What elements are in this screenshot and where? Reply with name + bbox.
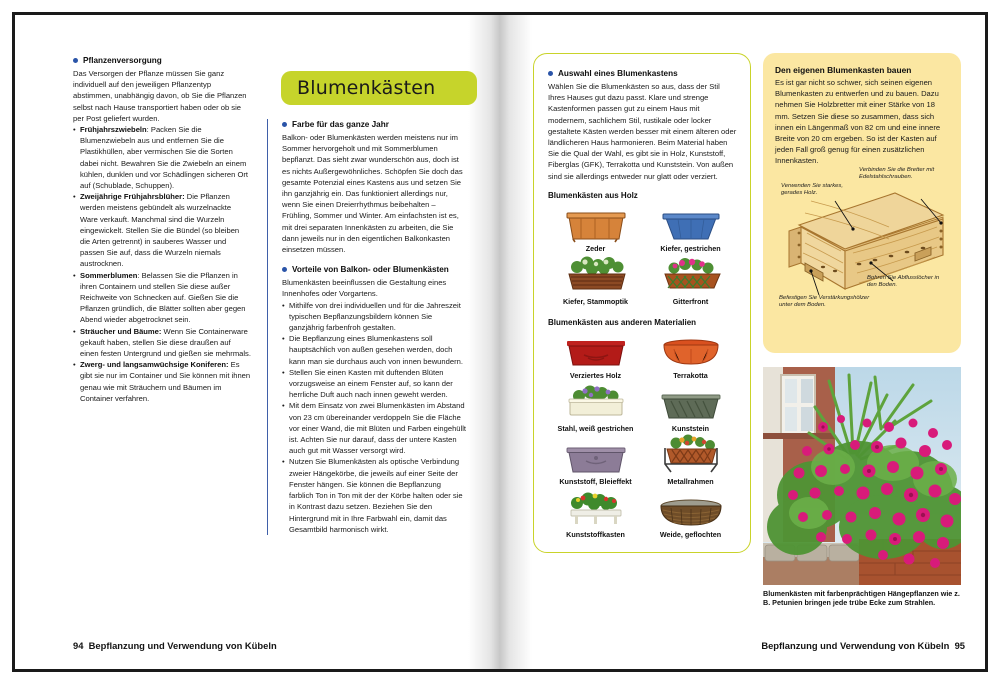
product-item	[643, 436, 738, 486]
diagram-label-drainage-holes: Bohren Sie Abflusslöcher in den Boden.	[867, 274, 940, 289]
product-item	[643, 256, 738, 306]
column-blumenkaesten	[267, 119, 467, 535]
product-grid-holz	[548, 203, 738, 309]
list-item-term: Sommerblumen	[80, 270, 138, 280]
photo-petunia-balcony-box	[763, 367, 961, 585]
paragraph-2: Blumenkästen beeinflussen die Gestaltung eines Innenhofes oder Vorgartens.	[282, 278, 447, 299]
list-item: • Nutzen Sie Blumenkästen als optische Verbindung zweier Hängekörbe, die jeweils auf einer Seite der Fenster hängen. Sie können die Bepflanzung farblich Ton in Ton mit der der Körbe halten oder sie in Kontrast dazu setzen. Beziehen Sie den Hintergrund mit in Ihre Farbwahl ein, damit das Gesamtbild harmonisch wirkt.	[282, 456, 467, 534]
list-item-text: Es gibt sie nur im Container und Sie können mit ihnen genau wie mit Sträuchern und Bäumen im Container verfahren.	[80, 360, 251, 403]
cast-stone-planter-icon	[643, 383, 738, 423]
chapter-title: Blumenkästen	[297, 77, 436, 99]
woven-willow-planter-icon	[643, 489, 738, 529]
terracotta-planter-icon	[643, 330, 738, 370]
product-caption: Zeder	[585, 243, 606, 253]
product-caption: Terrakotta	[673, 370, 708, 380]
list-item	[73, 326, 251, 360]
list-item-text: : Packen Sie die Blumenzwiebeln aus und entfernen Sie die Plastikhüllen, aber vermischen Sie die Sorten dabei nicht. Bewahren Sie die Zwiebeln an einem kühlen, dunklen und vor Schädlingen sicheren Ort auf (Schublade, Schuppen).	[80, 125, 249, 191]
paragraph-intro: Das Versorgen der Pflanze müssen Sie ganz individuell auf den jeweiligen Pflanzentyp abstimmen, unabhängig davon, ob Sie die Pflanzen selbst nach Hause transportiert haben oder ob sie per Post geliefert wurden.	[73, 69, 247, 123]
heading-farbe-ganze-jahr	[282, 119, 467, 130]
group-title-andere: Blumenkästen aus anderen Materialien	[548, 317, 697, 327]
list-item-text: Die Pflanzen werden meistens gebündelt als wurzelnackte Ware verkauft. Manchmal sind die Wurzeln eingewickelt. Stellen Sie die Bündel (so bleiben die Arten getrennt) in sauberes Wasser und passen Sie auf, dass die Wurzeln niemals austrocknen.	[80, 192, 240, 269]
bullet-dot-icon	[282, 267, 287, 272]
list-item-text: : Belassen Sie die Pflanzen in ihren Containern und stellen Sie diese außer Reichweite von Schnecken auf. Gießen Sie die Pflanzen gründlich, die Blätter sollten aber gegen Abend wieder abgetrocknet sein.	[80, 270, 246, 325]
left-page	[15, 15, 485, 669]
list-item: • Mithilfe von drei individuellen und für die Jahreszeit typischen Bepflanzungsbildern können Sie ganzjährig farbenfroh gestalten.	[282, 300, 467, 334]
page-number-right: 95	[954, 640, 965, 651]
heading-auswahl	[548, 68, 738, 79]
list-item: • Die Bepflanzung eines Blumenkastens soll hauptsächlich von außen gesehen werden, doch kann man sie durchaus auch von innen bewundern.	[282, 333, 467, 367]
column-plant-care	[73, 55, 251, 404]
diagram-label-strong-wood: Verwenden Sie starkes, gerades Holz.	[781, 182, 843, 197]
wooden-planter-blue-painted-pine-icon	[643, 203, 738, 243]
metal-frame-planter-planted-icon	[643, 436, 738, 476]
list-plant-care	[73, 124, 251, 404]
product-item	[643, 330, 738, 380]
list-item-term: Frühjahrszwiebeln	[80, 125, 147, 135]
product-item	[548, 203, 643, 253]
tip-box-build-your-own	[763, 53, 961, 353]
product-caption: Kunststoffkasten	[566, 529, 625, 539]
list-item: • Stellen Sie einen Kasten mit duftenden Blüten vorzugsweise an einem Fenster auf, so kann der herrliche Duft auch nach innen geweht werden.	[282, 367, 467, 401]
panel-kastenauswahl	[533, 53, 751, 553]
list-vorteile	[282, 300, 467, 535]
heading-text: Vorteile von Balkon- oder Blumenkästen	[292, 265, 449, 275]
product-caption: Gitterfront	[672, 296, 709, 306]
plastic-lead-effect-planter-icon	[548, 436, 643, 476]
list-item: • Mit dem Einsatz von zwei Blumenkästen im Abstand von 23 cm übereinander verdoppeln Sie die Fläche vor einer Wand, die mit Blüten und Farben eingehüllt ist. Achten Sie nur darauf, dass der untere Kasten auch gut mit Wasser versorgt wird.	[282, 400, 467, 456]
product-caption: Kunststein	[671, 423, 710, 433]
product-item	[548, 383, 643, 433]
diagram-label-reinforcement: Befestigen Sie Verstärkungshölzer unter dem Boden.	[779, 294, 870, 309]
heading-text: Farbe für das ganze Jahr	[292, 120, 389, 129]
white-painted-steel-planter-planted-icon	[548, 383, 643, 423]
running-head-left: Bepflanzung und Verwendung von Kübeln	[88, 640, 277, 651]
product-caption: Verziertes Holz	[569, 370, 622, 380]
product-caption: Stahl, weiß gestrichen	[557, 423, 634, 433]
product-grid-andere	[548, 330, 738, 542]
right-page	[515, 15, 985, 669]
list-item-term: Sträucher und Bäume:	[80, 326, 162, 336]
wooden-planter-log-style-planted-icon	[548, 256, 643, 296]
list-item	[73, 124, 251, 191]
product-item	[548, 330, 643, 380]
product-item	[548, 256, 643, 306]
chapter-title-banner	[281, 71, 477, 105]
paragraph-1: Balkon- oder Blumenkästen werden meistens nur im Sommer hervorgeholt und mit Sommerblumen bepflanzt. Das sieht zwar wunderschön aus, doch ist es nichts Außergewöhnliches. Schöpfen Sie doch das gesamte Potenzial eines Kastens aus und setzen Sie ihn ganzjährig ein. Das funktioniert allerdings nur, wenn Sie einen Dreierrhythmus beibehalten – Frühling, Sommer und Winter. Am einfachsten ist es, mit drei separaten Innenkästen zu arbeiten, die Sie dann jeweils nur in den eigentlichen Balkonkasten einsetzen müssen.	[282, 133, 463, 255]
product-item	[548, 489, 643, 539]
list-item-term: Zwerg- und langsamwüchsige Koniferen:	[80, 360, 229, 370]
list-item-text: Wenn Sie Containerware gekauft haben, stellen Sie diese draußen auf einen festen Untergrund und gießen sie mehrmals.	[80, 326, 251, 359]
product-caption: Kiefer, gestrichen	[660, 243, 721, 253]
diagram-label-screws: Verbinden Sie die Bretter mit Edelstahlschrauben.	[859, 166, 935, 181]
footer-right	[761, 640, 965, 651]
page-number-left: 94	[73, 640, 84, 651]
list-item	[73, 191, 251, 269]
product-item	[643, 383, 738, 433]
plastic-box-planter-planted-icon	[548, 489, 643, 529]
bullet-dot-icon	[73, 58, 78, 63]
list-item	[73, 270, 251, 326]
tip-box-title: Den eigenen Blumenkasten bauen	[775, 65, 912, 75]
paragraph-auswahl: Wählen Sie die Blumenkästen so aus, dass der Stil Ihres Hauses gut dazu passt. Klare und strenge Kastenformen passen gut zu einem Haus mit modernem, sachlichem Stil, rustikale oder locker gestaltete Kästen werden besser mit einem älteren oder ländlicheren Haus harmonieren. Beim Material haben Sie die Qual der Wahl, es gibt sie in Holz, Kunststoff, Fiberglas (GFK), Terrakotta und Kunststein. Von außen sind sie allerdings entweder nur glatt oder verziert.	[548, 82, 737, 181]
product-item	[643, 203, 738, 253]
heading-text: Auswahl eines Blumenkastens	[558, 69, 678, 78]
planter-construction-diagram	[775, 166, 949, 339]
product-caption: Weide, geflochten	[659, 529, 722, 539]
bullet-dot-icon	[282, 122, 287, 127]
heading-pflanzenversorgung	[73, 55, 251, 66]
list-item-term: Zweijährige Frühjahrsblüher:	[80, 192, 185, 202]
lattice-front-planter-planted-icon	[643, 256, 738, 296]
heading-vorteile	[282, 264, 467, 275]
photo-caption: Blumenkästen mit farbenprächtigen Hängepflanzen wie z. B. Petunien bringen jede trübe Ecke zum Strahlen.	[763, 589, 960, 608]
product-caption: Metallrahmen	[667, 476, 714, 486]
tip-box-text: Es ist gar nicht so schwer, sich seinen eigenen Blumenkasten zu entwerfen und zu bauen. Dazu nehmen Sie Holzbretter mit einer Stärke von 18 mm. Setzen Sie diese so zusammen, dass sich innen ein Längenmaß von 82 cm und eine innere Breite von 20 cm ergeben. So ist der Kasten auf jeden Fall groß genug für einen zusätzlichen Innenkasten.	[775, 78, 941, 166]
wooden-planter-cedar-icon	[548, 203, 643, 243]
product-caption: Kunststoff, Bleieffekt	[559, 476, 632, 486]
decorated-red-wood-planter-icon	[548, 330, 643, 370]
product-item	[643, 489, 738, 539]
list-item	[73, 359, 251, 404]
running-head-right: Bepflanzung und Verwendung von Kübeln	[761, 640, 950, 651]
bullet-dot-icon	[548, 71, 553, 76]
product-caption: Kiefer, Stammoptik	[562, 296, 629, 306]
footer-left	[73, 640, 277, 651]
heading-text: Pflanzenversorgung	[83, 56, 162, 65]
product-item	[548, 436, 643, 486]
group-title-holz: Blumenkästen aus Holz	[548, 190, 638, 200]
